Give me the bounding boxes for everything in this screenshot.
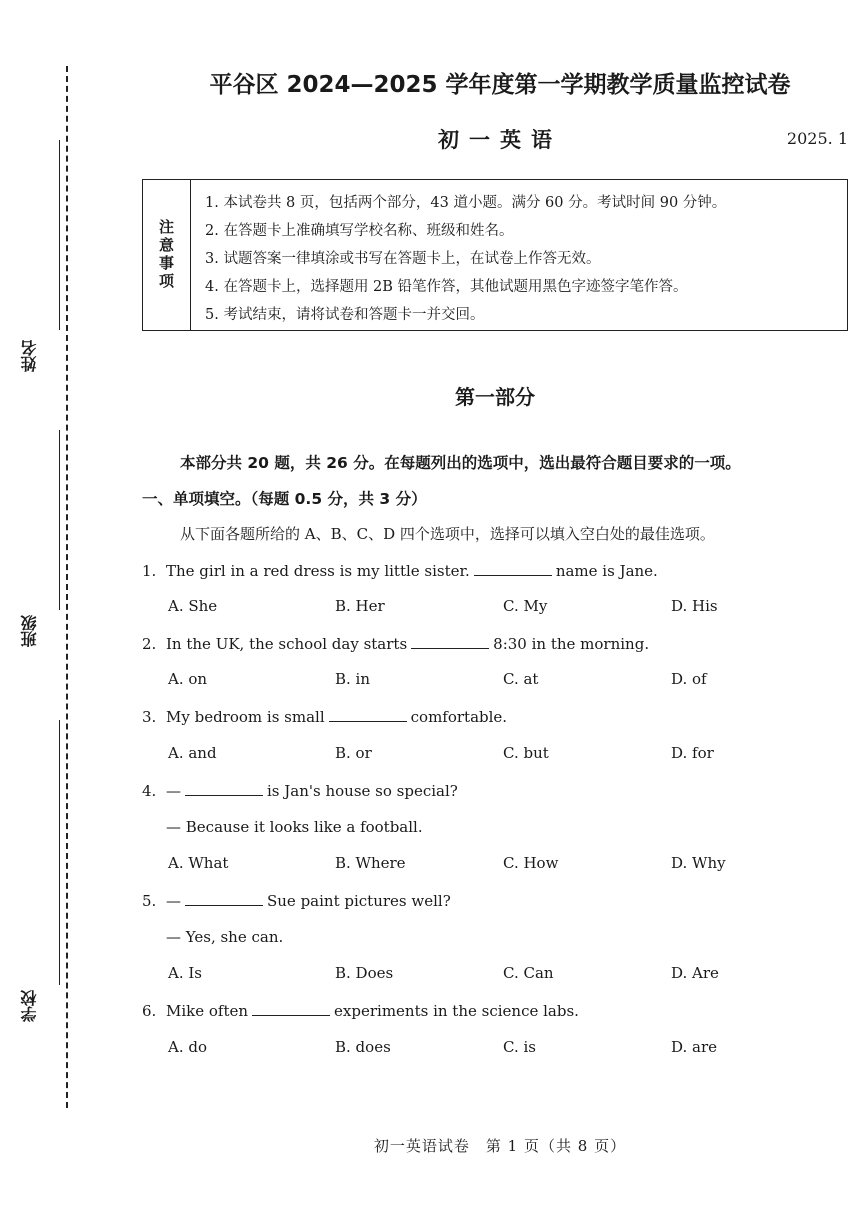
question-text: name is Jane. bbox=[555, 562, 658, 580]
question-text: In the UK, the school day starts bbox=[166, 635, 408, 653]
question-text: Mike often bbox=[166, 1002, 249, 1020]
section-instruction: 从下面各题所给的 A、B、C、D 四个选项中，选择可以填入空白处的最佳选项。 bbox=[180, 525, 715, 543]
option-a[interactable]: A. She bbox=[168, 597, 218, 615]
section-title: 一、单项填空。（每题 0.5 分，共 3 分） bbox=[142, 490, 427, 508]
option-b[interactable]: B. Her bbox=[335, 597, 385, 615]
answer-blank bbox=[474, 561, 552, 576]
option-b[interactable]: B. Where bbox=[335, 854, 406, 872]
school-write-line bbox=[59, 720, 60, 985]
option-c[interactable]: C. is bbox=[503, 1038, 536, 1056]
option-c[interactable]: C. Can bbox=[503, 964, 554, 982]
binding-dashed-line bbox=[66, 66, 68, 1108]
option-d[interactable]: D. Why bbox=[671, 854, 726, 872]
option-c[interactable]: C. at bbox=[503, 670, 539, 688]
class-label: 班级 bbox=[20, 615, 39, 647]
question-4 bbox=[142, 781, 458, 800]
answer-blank bbox=[411, 634, 489, 649]
option-c[interactable]: C. but bbox=[503, 744, 549, 762]
page-footer: 初一英语试卷 第 1 页（共 8 页） bbox=[373, 1137, 627, 1155]
question-text: is Jan's house so special? bbox=[267, 782, 458, 800]
school-label: 学校 bbox=[20, 990, 39, 1022]
question-number: 3. bbox=[142, 708, 157, 726]
notice-item: 5. 考试结束，请将试卷和答题卡一并交回。 bbox=[205, 307, 485, 323]
part-heading: 第一部分 bbox=[455, 385, 535, 409]
notice-item: 4. 在答题卡上，选择题用 2B 铅笔作答，其他试题用黑色字迹签字笔作答。 bbox=[205, 279, 688, 295]
question-text: Sue paint pictures well? bbox=[267, 892, 451, 910]
dialogue-response: — Yes, she can. bbox=[166, 928, 284, 946]
question-number: 4. bbox=[142, 782, 157, 800]
answer-blank bbox=[185, 891, 263, 906]
option-a[interactable]: A. What bbox=[168, 854, 229, 872]
question-5 bbox=[142, 891, 451, 910]
option-a[interactable]: A. Is bbox=[168, 964, 202, 982]
notice-item: 2. 在答题卡上准确填写学校名称、班级和姓名。 bbox=[205, 223, 514, 239]
question-3 bbox=[142, 707, 507, 726]
class-field[interactable] bbox=[18, 430, 46, 670]
notice-list bbox=[205, 189, 726, 329]
question-number: 1. bbox=[142, 562, 157, 580]
option-d[interactable]: D. of bbox=[671, 670, 707, 688]
question-text: The girl in a red dress is my little sister. bbox=[166, 562, 470, 580]
school-field[interactable] bbox=[18, 720, 46, 1040]
question-1 bbox=[142, 561, 658, 580]
name-write-line bbox=[59, 140, 60, 330]
option-b[interactable]: B. in bbox=[335, 670, 371, 688]
option-b[interactable]: B. does bbox=[335, 1038, 391, 1056]
question-number: 5. bbox=[142, 892, 157, 910]
option-d[interactable]: D. for bbox=[671, 744, 714, 762]
notice-title-cell bbox=[143, 180, 191, 330]
question-text: 8:30 in the morning. bbox=[493, 635, 650, 653]
answer-blank bbox=[185, 781, 263, 796]
option-d[interactable]: D. Are bbox=[671, 964, 719, 982]
answer-blank bbox=[329, 707, 407, 722]
question-number: 2. bbox=[142, 635, 157, 653]
notice-item: 1. 本试卷共 8 页，包括两个部分，43 道小题。满分 60 分。考试时间 90 分钟。 bbox=[205, 195, 727, 211]
name-field[interactable] bbox=[18, 140, 46, 380]
question-number: 6. bbox=[142, 1002, 157, 1020]
subject-title: 初一英语 bbox=[438, 128, 562, 152]
question-text: My bedroom is small bbox=[166, 708, 325, 726]
question-text: experiments in the science labs. bbox=[334, 1002, 579, 1020]
option-c[interactable]: C. How bbox=[503, 854, 559, 872]
option-b[interactable]: B. or bbox=[335, 744, 372, 762]
option-a[interactable]: A. do bbox=[168, 1038, 208, 1056]
question-text: — bbox=[166, 782, 181, 800]
option-d[interactable]: D. are bbox=[671, 1038, 718, 1056]
name-label: 姓名 bbox=[20, 340, 39, 372]
question-6 bbox=[142, 1001, 579, 1020]
option-c[interactable]: C. My bbox=[503, 597, 548, 615]
exam-date: 2025. 1 bbox=[786, 129, 848, 148]
option-b[interactable]: B. Does bbox=[335, 964, 394, 982]
option-d[interactable]: D. His bbox=[671, 597, 718, 615]
notice-item: 3. 试题答案一律填涂或书写在答题卡上，在试卷上作答无效。 bbox=[205, 251, 601, 267]
notice-box bbox=[142, 179, 848, 331]
option-a[interactable]: A. on bbox=[168, 670, 208, 688]
part-intro: 本部分共 20 题，共 26 分。在每题列出的选项中，选出最符合题目要求的一项。 bbox=[180, 454, 741, 472]
class-write-line bbox=[59, 430, 60, 610]
question-text: comfortable. bbox=[410, 708, 508, 726]
dialogue-response: — Because it looks like a football. bbox=[166, 818, 423, 836]
question-text: — bbox=[166, 892, 181, 910]
option-a[interactable]: A. and bbox=[168, 744, 217, 762]
exam-title: 平谷区 2024—2025 学年度第一学期教学质量监控试卷 bbox=[209, 72, 791, 98]
question-2 bbox=[142, 634, 649, 653]
answer-blank bbox=[252, 1001, 330, 1016]
notice-title: 注意事项 bbox=[157, 219, 175, 291]
